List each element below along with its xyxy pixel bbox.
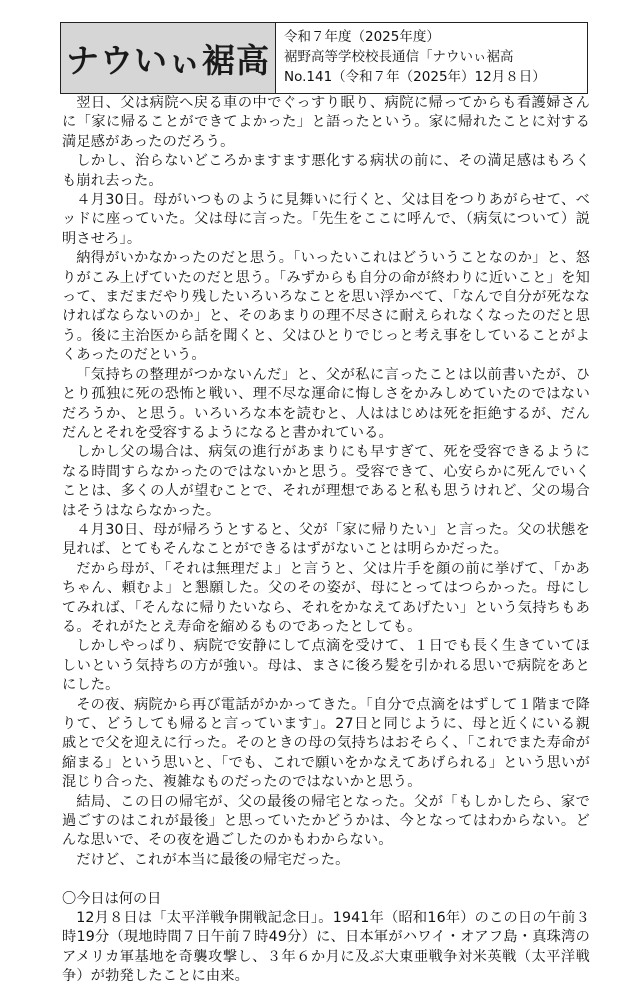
paragraph: だけど、これが本当に最後の帰宅だった。	[76, 851, 350, 868]
article-body	[62, 94, 590, 987]
section-spacer	[62, 870, 590, 889]
paragraph: しかし父の場合は、病気の進行があまりにも早すぎて、死を受容できるようになる時間すらなかったのではないかと思う。受容できて、心安らかに死んでいくことは、多くの人が望むことで、それが理想であると私も思うけれど、父の場合はそうはならなかった。	[62, 444, 590, 519]
paragraph: しかし、治らないどころかますます悪化する病状の前に、その満足感はもろくも崩れ去った。	[62, 153, 590, 189]
fiscal-year: 令和７年度（2025年度）	[284, 29, 440, 45]
paragraph: 「気持ちの整理がつかないんだ」と、父が私に言ったことは以前書いたが、ひとり孤独に死の恐怖と戦い、理不尽な運命に悔しさをかみしめていたのではないだろうか、と思う。いろいろな本を読むと、人ははじめは死を拒絶するが、だんだんとそれを受容するようになると書かれている。	[62, 366, 590, 441]
masthead-logo: ナウいぃ裾高	[66, 40, 270, 80]
paragraph: 結局、この日の帰宅が、父の最後の帰宅となった。父が「もしかしたら、家で過ごすのはこれが最後」と思っていたかどうかは、今となってはわからない。どんな思いで、その夜を過ごしたのかもわからない。	[62, 793, 590, 849]
newsletter-name: 裾野高等学校校長通信「ナウいぃ裾高	[284, 49, 514, 65]
paragraph: だから母が、「それは無理だよ」と言うと、父は片手を顔の前に挙げて、「かあちゃん、頼むよ」と懇願した。父のその姿が、母にとってはつらかった。母にしてみれば、「そんなに帰りたいなら、それをかなえてあげたい」という気持ちもある。それがたとえ寿命を縮めるものであったとしても。	[62, 560, 590, 635]
paragraph: 翌日、父は病院へ戻る車の中でぐっすり眠り、病院に帰ってからも看護婦さんに「家に帰ることができてよかった」と語ったという。家に帰れたことに対する満足感があったのだろう。	[62, 95, 590, 150]
issue-info	[276, 23, 546, 93]
newsletter-header	[60, 22, 588, 94]
paragraph: しかしやっぱり、病院で安静にして点滴を受けて、１日でも長く生きていてほしいという気持ちの方が強い。母は、まさに後ろ髪を引かれる思いで病院をあとにした。	[62, 638, 590, 694]
section-body: 12月８日は「太平洋戦争開戦記念日」。1941年（昭和16年）のこの日の午前３時19分（現地時間７日午前７時49分）に、日本軍がハワイ・オアフ島・真珠湾のアメリカ軍基地を奇襲攻撃し、３年６か月に及ぶ大東亜戦争対米英戦（太平洋戦争）が勃発したことに由来。	[62, 910, 590, 985]
masthead-logo-box	[61, 23, 276, 93]
paragraph: ４月30日。母がいつものように見舞いに行くと、父は目をつりあがらせて、ベッドに座っていた。父は母に言った。「先生をここに呼んで、（病気について）説明させろ」。	[62, 192, 590, 247]
paragraph: 納得がいかなかったのだと思う。「いったいこれはどういうことなのか」と、怒りがこみ上げていたのだと思う。「みずからも自分の命が終わりに近いこと」を知って、まだまだやり残したいろいろなことを思い浮かべて、「なんで自分が死ななければならないのか」と、そのあまりの理不尽さに耐えられなくなったのだと思う。後に主治医から話を聞くと、父はひとりでじっと考え事をしていることがよくあったのだという。	[62, 250, 590, 364]
issue-number-date: No.141（令和７年（2025年）12月８日）	[284, 69, 546, 85]
paragraph: その夜、病院から再び電話がかかってきた。「自分で点滴をはずして１階まで降りて、どうしても帰ると言っています」。27日と同じように、母と近くにいる親戚とで父を迎えに行った。そのときの母の気持ちはおそらく、「これでまた寿命が縮まる」という思いと、「でも、これで願いをかなえてあげられる」という思いが混じり合った、複雑なものだったのではないかと思う。	[62, 696, 590, 791]
paragraph: ４月30日、母が帰ろうとすると、父が「家に帰りたい」と言った。父の状態を見れば、とてもそんなことができるはずがないことは明らかだった。	[62, 521, 590, 558]
section-title: 〇今日は何の日	[62, 890, 162, 907]
